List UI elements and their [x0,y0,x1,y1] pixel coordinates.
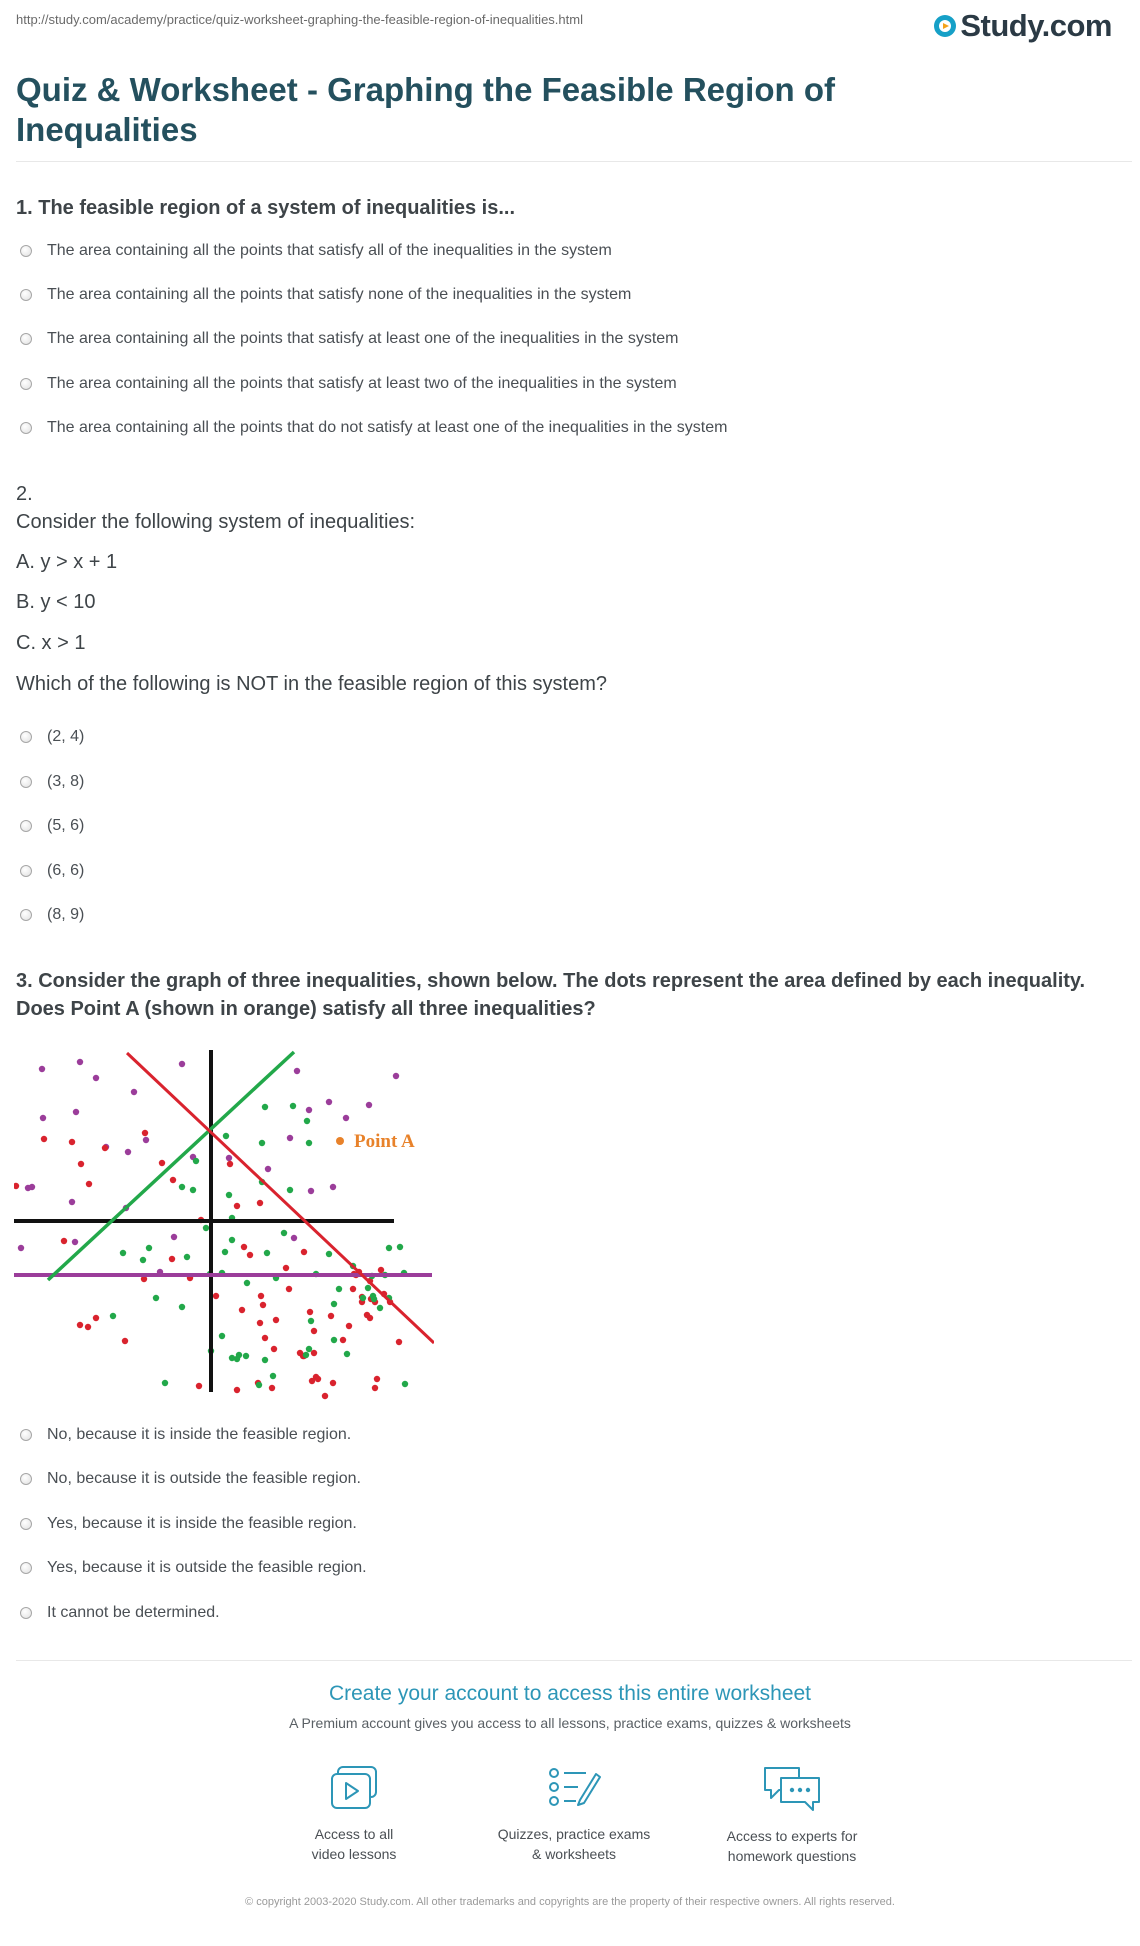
graph-dot [308,1318,314,1324]
inequality-b: B. y < 10 [16,591,96,613]
q3-option-5[interactable] [20,1602,220,1624]
graph-dot [283,1265,289,1271]
graph-dot [262,1104,268,1110]
graph-dot [340,1337,346,1343]
option-label: Yes, because it is outside the feasible region. [47,1559,367,1576]
graph-dot [239,1307,245,1313]
feature-label-line-1: Quizzes, practice exams [497,1826,651,1842]
graph-dot [93,1315,99,1321]
graph-dot [257,1200,263,1206]
q2-option-3[interactable] [20,815,84,837]
graph-dot [311,1350,317,1356]
graph-dot [260,1302,266,1308]
graph-dot [306,1346,312,1352]
graph-dot [223,1133,229,1139]
option-label: The area containing all the points that satisfy at least one of the inequalities in the system [47,330,679,347]
graph-dot [307,1309,313,1315]
graph-dot [287,1187,293,1193]
q1-option-3[interactable] [20,328,678,350]
graph-dot [397,1244,403,1250]
q3-option-4[interactable] [20,1557,367,1579]
graph-dot [171,1234,177,1240]
graph-dot [162,1380,168,1386]
option-label: Yes, because it is inside the feasible region. [47,1515,357,1532]
graph-dot [270,1373,276,1379]
graph-dot [229,1237,235,1243]
page-url: http://study.com/academy/practice/quiz-worksheet-graphing-the-feasible-region-of-inequalities.html [16,12,583,27]
radio-button[interactable] [20,1473,32,1485]
graph-dot [364,1312,370,1318]
graph-dot [306,1140,312,1146]
question-1-heading: 1. The feasible region of a system of inequalities is... [16,197,516,219]
question-3-heading-line-2: Does Point A (shown in orange) satisfy all three inequalities? [16,998,596,1020]
question-2-intro: Consider the following system of inequalities: [16,511,416,533]
graph-dot [336,1286,342,1292]
graph-dot [229,1355,235,1361]
radio-button[interactable] [20,776,32,788]
graph-dot [273,1317,279,1323]
graph-dot [269,1385,275,1391]
graph-dot [306,1107,312,1113]
option-label: (6, 6) [47,862,85,879]
graph-dot [184,1254,190,1260]
video-lessons-icon [328,1764,380,1812]
graph-dot [262,1335,268,1341]
graph-dot [393,1073,399,1079]
feature-label-line-2: & worksheets [531,1846,617,1862]
graph-dot [146,1245,152,1251]
graph-dot [14,1183,19,1189]
graph-dot [190,1187,196,1193]
graph-dot [346,1323,352,1329]
graph-dot [271,1346,277,1352]
feature-video-lessons[interactable] [254,1764,454,1864]
graph-dot [18,1245,24,1251]
graph-dot [257,1320,263,1326]
graph-dot [294,1068,300,1074]
graph-dot [41,1136,47,1142]
copyright-notice: © copyright 2003-2020 Study.com. All other trademarks and copyrights are the property of their respective owners. All rights reserved. [245,1896,895,1908]
graph-dot [265,1166,271,1172]
graph-dot [259,1140,265,1146]
graph-dot [102,1145,108,1151]
graph-dot [247,1252,253,1258]
graph-dot [69,1139,75,1145]
option-label: (3, 8) [47,773,85,790]
graph-dot [226,1192,232,1198]
graph-dot [241,1244,247,1250]
graph-dot [159,1160,165,1166]
graph-dot [281,1230,287,1236]
graph-dot [290,1103,296,1109]
inequality-a: A. y > x + 1 [16,551,118,573]
cta-divider [16,1660,1132,1661]
graph-dot [226,1155,232,1161]
q3-option-3[interactable] [20,1513,357,1535]
graph-dot [169,1256,175,1262]
graph-dot [287,1135,293,1141]
q2-option-5[interactable] [20,904,84,926]
feature-experts[interactable] [692,1764,892,1866]
option-label: The area containing all the points that satisfy at least two of the inequalities in the system [47,375,677,392]
option-label: The area containing all the points that do not satisfy at least one of the inequalities in the system [47,419,728,436]
inequalities-graph [14,1040,434,1400]
graph-dot [170,1177,176,1183]
graph-dot [193,1158,199,1164]
graph-dot [377,1305,383,1311]
q2-option-1[interactable] [20,726,84,748]
radio-button[interactable] [20,909,32,921]
graph-dot [291,1235,297,1241]
graph-dot [262,1357,268,1363]
radio-button[interactable] [20,333,32,345]
graph-dot [344,1351,350,1357]
graph-dot [350,1286,356,1292]
graph-dot [365,1285,371,1291]
graph-dot [372,1385,378,1391]
question-2-prompt: Which of the following is NOT in the feasible region of this system? [16,673,608,695]
option-label: (2, 4) [47,728,85,745]
graph-dot [39,1066,45,1072]
q1-option-4[interactable] [20,373,677,395]
graph-dot [153,1295,159,1301]
feature-quizzes[interactable] [474,1764,674,1864]
q2-option-4[interactable] [20,860,84,882]
point-a-label: Point A [354,1131,415,1152]
graph-dot [234,1387,240,1393]
graph-dot [343,1115,349,1121]
q3-option-2[interactable] [20,1468,361,1490]
graph-dot [330,1184,336,1190]
graph-dot [244,1280,250,1286]
graph-dot [72,1239,78,1245]
radio-button[interactable] [20,245,32,257]
graph-dot [29,1184,35,1190]
graph-dot [309,1378,315,1384]
option-label: (8, 9) [47,906,85,923]
graph-dot [40,1115,46,1121]
graph-dot [330,1380,336,1386]
radio-button[interactable] [20,1562,32,1574]
graph-dot [203,1225,209,1231]
graph-dot [73,1109,79,1115]
graph-dot [322,1393,328,1399]
graph-dot [120,1250,126,1256]
graph-dot [86,1181,92,1187]
feature-label-line-2: homework questions [727,1848,857,1864]
feature-label-line-1: Access to all [314,1826,394,1842]
graph-dot [196,1383,202,1389]
expert-chat-icon [761,1764,823,1814]
feature-label-line-2: video lessons [311,1846,397,1862]
graph-dot [326,1099,332,1105]
radio-button[interactable] [20,731,32,743]
graph-dot [213,1293,219,1299]
graph-dot [311,1328,317,1334]
graph-dot [315,1376,321,1382]
graph-dot [256,1382,262,1388]
option-label: It cannot be determined. [47,1604,220,1621]
inequality-c: C. x > 1 [16,632,86,654]
graph-dot [131,1089,137,1095]
graph-dot [179,1304,185,1310]
page-title: Quiz & Worksheet - Graphing the Feasible Region of Inequalities [16,71,835,148]
question-3-heading-line-1: 3. Consider the graph of three inequalities, shown below. The dots represent the area defined by each inequality. [16,970,1086,992]
point-a-dot [336,1137,344,1145]
graph-dot [85,1324,91,1330]
graph-dot [222,1249,228,1255]
graph-dot [227,1161,233,1167]
graph-dot [77,1059,83,1065]
title-divider [16,161,1132,162]
green-boundary-line [48,1052,294,1280]
graph-dot [301,1249,307,1255]
graph-dot [122,1338,128,1344]
q2-option-2[interactable] [20,771,84,793]
graph-dot [243,1353,249,1359]
option-label: No, because it is inside the feasible region. [47,1426,352,1443]
play-logo-icon [934,15,956,37]
graph-dot [360,1295,366,1301]
graph-dot [326,1251,332,1257]
graph-dot [179,1184,185,1190]
cta-title[interactable]: Create your account to access this entire worksheet [328,1682,812,1705]
graph-dot [264,1250,270,1256]
graph-dot [331,1337,337,1343]
radio-button[interactable] [20,820,32,832]
study-logo[interactable] [934,6,1112,46]
option-label: The area containing all the points that satisfy all of the inequalities in the system [47,242,612,259]
graph-dot [374,1376,380,1382]
radio-button[interactable] [20,865,32,877]
q3-option-1[interactable] [20,1424,351,1446]
graph-dot [304,1118,310,1124]
graph-dot [286,1286,292,1292]
graph-dot [303,1352,309,1358]
option-label: (5, 6) [47,817,85,834]
graph-dot [258,1293,264,1299]
q1-option-1[interactable] [20,240,612,262]
graph-dot [77,1322,83,1328]
graph-dot [140,1257,146,1263]
graph-dot [61,1238,67,1244]
graph-dot [370,1293,376,1299]
feature-label-line-1: Access to experts for [726,1828,858,1844]
graph-dot [366,1102,372,1108]
q1-option-2[interactable] [20,284,631,306]
graph-dot [396,1339,402,1345]
graph-dot [328,1313,334,1319]
question-2-number: 2. [16,483,33,505]
graph-dot [402,1381,408,1387]
graph-dot [78,1161,84,1167]
quiz-checklist-icon [546,1764,602,1812]
graph-dot [179,1061,185,1067]
graph-dot [143,1137,149,1143]
graph-dot [378,1267,384,1273]
graph-dot [331,1301,337,1307]
graph-dot [125,1149,131,1155]
graph-dot [219,1333,225,1339]
graph-dot [142,1130,148,1136]
graph-dot [69,1199,75,1205]
option-label: The area containing all the points that satisfy none of the inequalities in the system [47,286,632,303]
logo-text: Study.com [960,8,1112,43]
graph-dot [386,1245,392,1251]
radio-button[interactable] [20,378,32,390]
red-boundary-line [127,1053,434,1343]
radio-button[interactable] [20,1518,32,1530]
graph-dot [110,1313,116,1319]
graph-dot [93,1075,99,1081]
graph-dot [234,1203,240,1209]
cta-subtitle: A Premium account gives you access to all lessons, practice exams, quizzes & worksheets [289,1715,851,1731]
radio-button[interactable] [20,289,32,301]
q1-option-5[interactable] [20,417,727,439]
radio-button[interactable] [20,1607,32,1619]
graph-dot [308,1188,314,1194]
option-label: No, because it is outside the feasible region. [47,1470,361,1487]
radio-button[interactable] [20,422,32,434]
radio-button[interactable] [20,1429,32,1441]
